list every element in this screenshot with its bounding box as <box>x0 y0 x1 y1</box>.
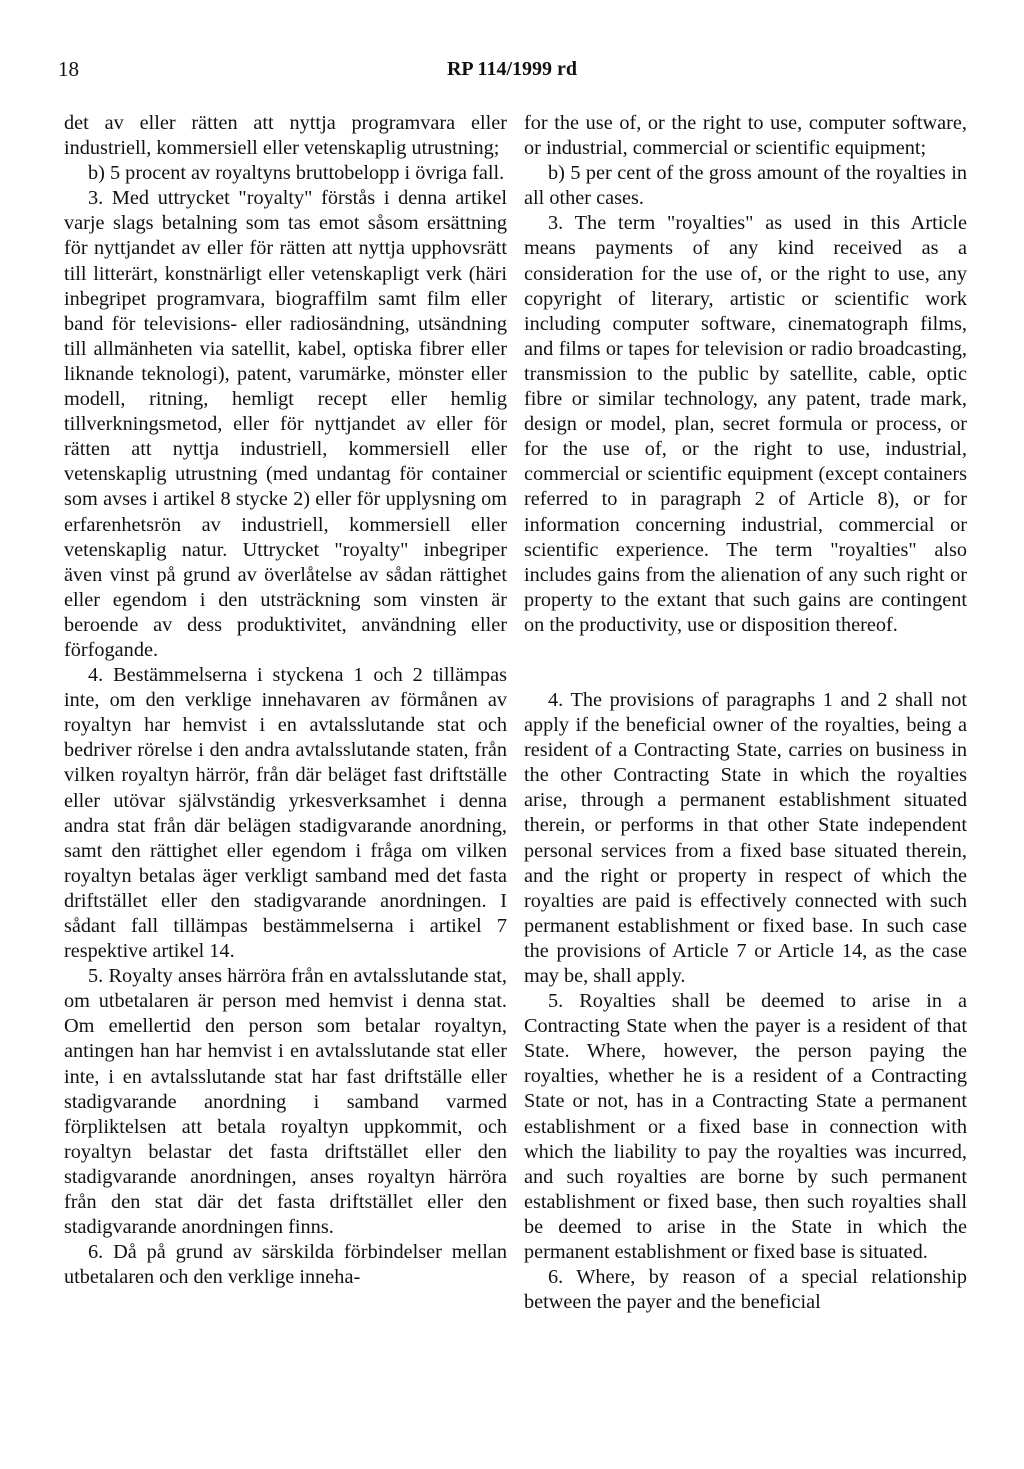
sv-paragraph-continuation: det av eller rätten att nyttja programvara eller industriell, kommersiell eller vetenskaplig utrustning; <box>64 112 507 160</box>
en-paragraph-4: 4. The provisions of paragraphs 1 and 2 shall not apply if the beneficial owner of the royalties, being a resident of a Contracting State, carries on business in the other Contracting State in which the royalties arise, through a permanent establishment situated therein, or performs in that other State independent personal services from a fixed base situated therein, and the right or property in respect of which the royalties are paid is effectively connected with such permanent establishment or fixed base. In such case the provisions of Article 7 or Article 14, as the case may be, shall apply. <box>524 688 967 987</box>
sv-paragraph-6: 6. Då på grund av särskilda förbindelser mellan utbetalaren och den verklige inneha- <box>64 1241 507 1289</box>
en-paragraph-2b: b) 5 per cent of the gross amount of the royalties in all other cases. <box>524 162 967 210</box>
en-paragraph-6: 6. Where, by reason of a special relationship between the payer and the beneficial <box>524 1266 967 1314</box>
page-header <box>0 56 1024 86</box>
sv-paragraph-4: 4. Bestämmelserna i styckena 1 och 2 tillämpas inte, om den verklige innehavaren av förmånen av royaltyn har hemvist i en avtalsslutande stat och bedriver rörelse i den andra avtalsslutande staten, från vilken royaltyn härrör, från där beläget fast driftställe eller utövar självständig yrkesverksamhet i denna andra stat från där belägen stadigvarande anordning, samt den rättighet eller egendom i fråga om vilken royaltyn betalas äger verkligt samband med det fasta driftstället eller den stadigvarande anordningen. I sådant fall tillämpas bestämmelserna i artikel 7 respektive artikel 14. <box>64 664 507 963</box>
sv-paragraph-2b: b) 5 procent av royaltyns bruttobelopp i övriga fall. <box>88 162 505 185</box>
sv-paragraph-3: 3. Med uttrycket "royalty" förstås i denna artikel varje slags betalning som tas emot såsom ersättning för nyttjandet av eller för rätten att nyttja upphovsrätt till litterärt, konstnärligt eller vetenskapligt verk (häri inbegripet programvara, biograffilm samt film eller band för televisions- eller radiosändning, utsändning till allmänheten via satellit, kabel, optiska fibrer eller liknande teknologi), patent, varumärke, mönster eller modell, ritning, hemligt recept eller hemlig tillverkningsmetod, eller för nyttjandet av eller för rätten att nyttja industriell, kommersiell eller vetenskaplig utrustning (med undantag för container som avses i artikel 8 stycke 2) eller för upplysning om erfarenhetsrön av industriell, kommersiell eller vetenskaplig natur. Uttrycket "royalty" inbegriper även vinst på grund av överlåtelse av sådan rättighet eller egendom i den utsträckning som vinsten är beroende av dess produktivitet, användning eller förfogande. <box>64 187 507 661</box>
en-paragraph-3: 3. The term "royalties" as used in this Article means payments of any kind received as a consideration for the use of, or the right to use, any copyright of literary, artistic or scientific work including computer software, cinematograph films, and films or tapes for television or radio broadcasting, transmission to the public by satellite, cable, optic fibre or similar technology, any patent, trade mark, design or model, plan, secret formula or process, or for the use of, or the right to use, industrial, commercial or scientific equipment (except containers referred to in paragraph 2 of Article 8), or for information concerning industrial, commercial or scientific experience. The term "royalties" also includes gains from the alienation of any such right or property to the extant that such gains are contingent on the productivity, use or disposition thereof. <box>524 212 967 636</box>
swedish-column <box>64 111 507 1290</box>
page-number: 18 <box>58 57 79 81</box>
sv-paragraph-5: 5. Royalty anses härröra från en avtalsslutande stat, om utbetalaren är person med hemvist i denna stat. Om emellertid den person som betalar royaltyn, antingen han har hemvist i en avtalsslutande stat eller inte, i en avtalsslutande stat har fast driftställe eller stadigvarande anordning i samband varmed förpliktelsen att betala royaltyn uppkommit, och royaltyn belastar det fasta driftstället eller den stadigvarande anordningen, anses royaltyn härröra från den stat där det fasta driftstället eller den stadigvarande anordningen finns. <box>64 965 507 1239</box>
en-paragraph-5: 5. Royalties shall be deemed to arise in a Contracting State when the payer is a resident of that State. Where, however, the person paying the royalties, whether he is a resident of a Contracting State or not, has in a Contracting State a permanent establishment or a fixed base in connection with which the liability to pay the royalties was incurred, and such royalties are borne by such permanent establishment or fixed base, then such royalties shall be deemed to arise in the State in which the permanent establishment or fixed base is situated. <box>524 990 967 1264</box>
en-paragraph-continuation: for the use of, or the right to use, computer software, or industrial, commercial or scientific equipment; <box>524 112 967 160</box>
english-column <box>524 111 967 1315</box>
document-reference: RP 114/1999 rd <box>446 58 577 80</box>
